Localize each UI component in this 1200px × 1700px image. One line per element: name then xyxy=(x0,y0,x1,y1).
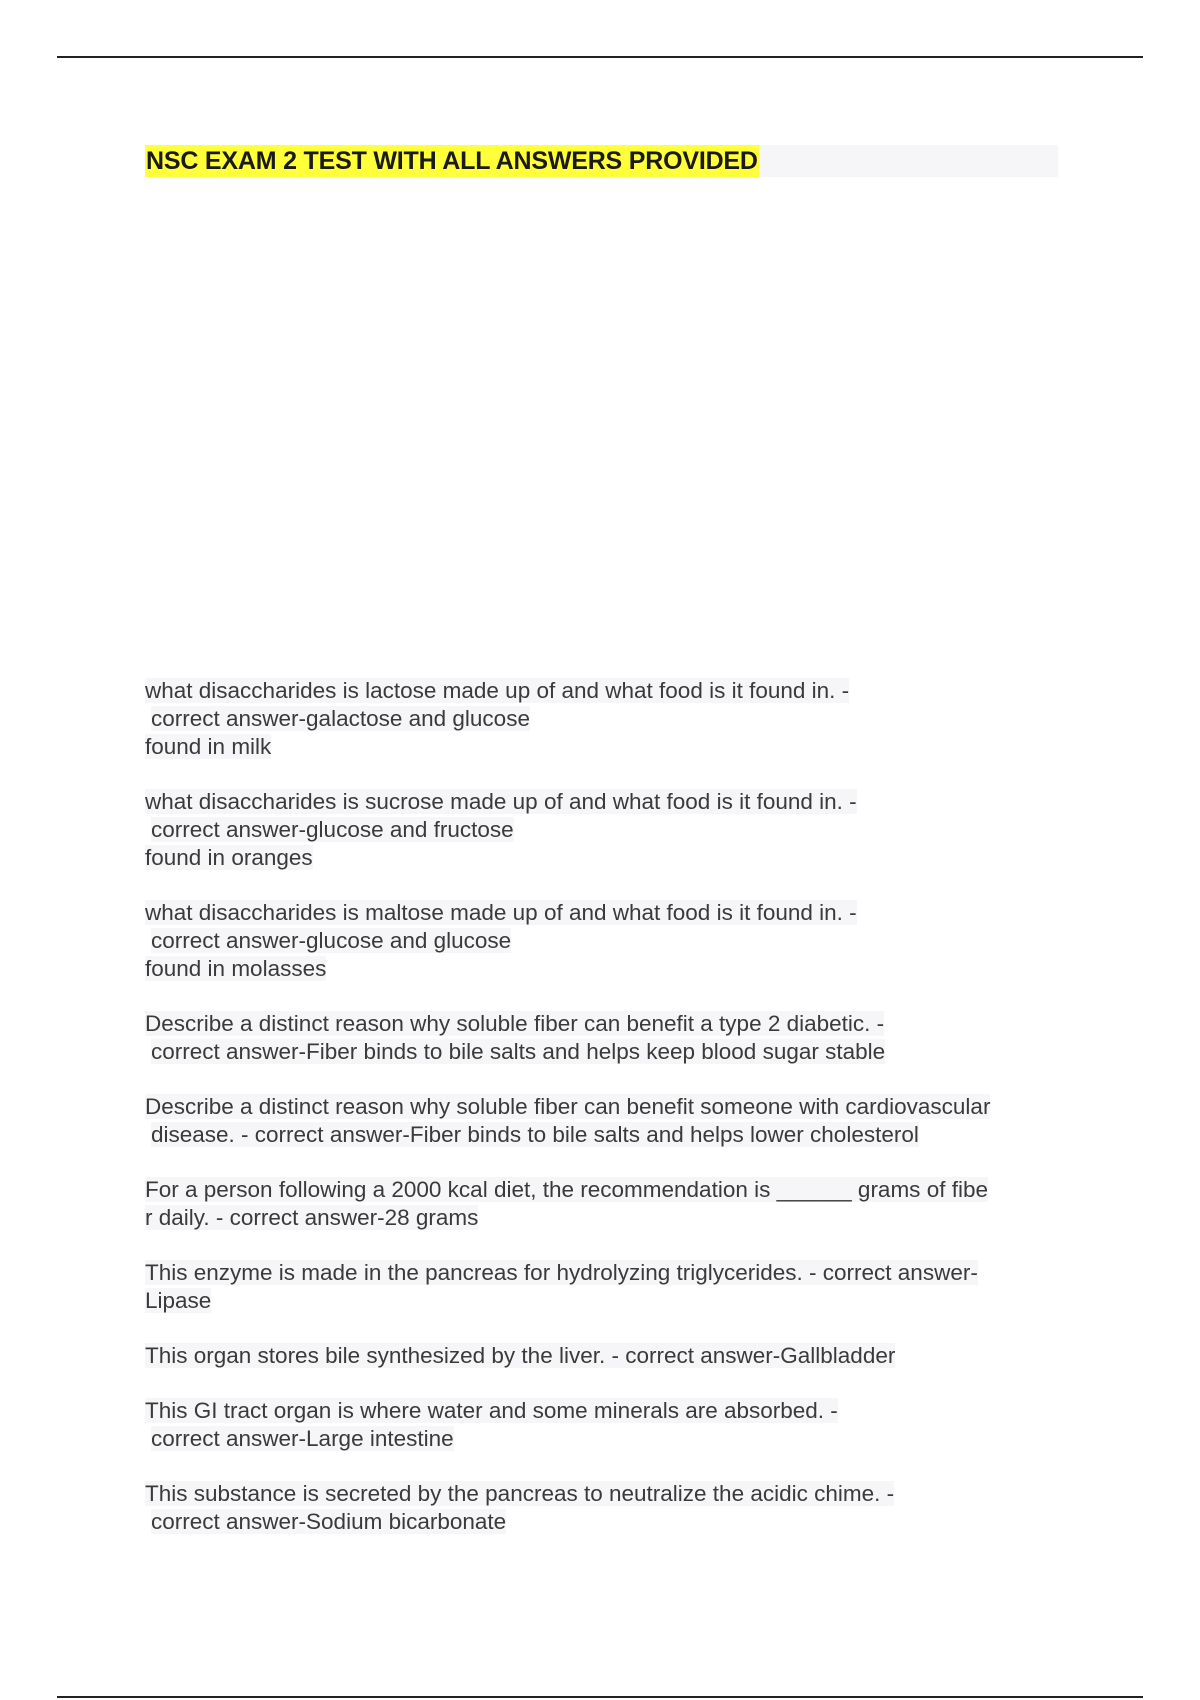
answer-text: correct answer-glucose and fructose xyxy=(151,817,514,842)
question-text: Describe a distinct reason why soluble fiber can benefit a type 2 diabetic. - xyxy=(145,1011,885,1036)
question-text: This enzyme is made in the pancreas for hydrolyzing triglycerides. - correct answer- xyxy=(145,1260,978,1285)
question-text: This substance is secreted by the pancreas to neutralize the acidic chime. - xyxy=(145,1481,895,1506)
answer-text: found in milk xyxy=(145,734,272,759)
answer-text: disease. - correct answer-Fiber binds to bile salts and helps lower cholesterol xyxy=(151,1122,919,1147)
qa-item xyxy=(145,1176,1065,1232)
answer-text: Lipase xyxy=(145,1288,212,1313)
qa-item xyxy=(145,677,1065,761)
top-divider xyxy=(57,56,1143,58)
answer-text: found in molasses xyxy=(145,956,327,981)
question-text: what disaccharides is sucrose made up of and what food is it found in. - xyxy=(145,789,857,814)
qa-item xyxy=(145,1093,1065,1149)
question-text: This organ stores bile synthesized by the liver. - correct answer-Gallbladder xyxy=(145,1343,896,1368)
answer-text: correct answer-glucose and glucose xyxy=(151,928,512,953)
qa-item xyxy=(145,1342,1065,1370)
qa-item xyxy=(145,1480,1065,1536)
question-text: This GI tract organ is where water and some minerals are absorbed. - xyxy=(145,1398,838,1423)
question-text: Describe a distinct reason why soluble fiber can benefit someone with cardiovascular xyxy=(145,1094,991,1119)
question-answer-list xyxy=(145,677,1065,1563)
question-text: what disaccharides is maltose made up of and what food is it found in. - xyxy=(145,900,857,925)
qa-item xyxy=(145,1397,1065,1453)
question-text: what disaccharides is lactose made up of and what food is it found in. - xyxy=(145,678,850,703)
answer-text: correct answer-Large intestine xyxy=(151,1426,454,1451)
qa-item xyxy=(145,1010,1065,1066)
qa-item xyxy=(145,788,1065,872)
answer-text: correct answer-Sodium bicarbonate xyxy=(151,1509,507,1534)
answer-text: r daily. - correct answer-28 grams xyxy=(145,1205,479,1230)
qa-item xyxy=(145,899,1065,983)
answer-text: found in oranges xyxy=(145,845,313,870)
document-title: NSC EXAM 2 TEST WITH ALL ANSWERS PROVIDED xyxy=(146,147,758,175)
answer-text: correct answer-Fiber binds to bile salts and helps keep blood sugar stable xyxy=(151,1039,886,1064)
bottom-divider xyxy=(57,1696,1143,1698)
qa-item xyxy=(145,1259,1065,1315)
question-text: For a person following a 2000 kcal diet, the recommendation is ______ grams of fibe xyxy=(145,1177,988,1202)
answer-text: correct answer-galactose and glucose xyxy=(151,706,530,731)
